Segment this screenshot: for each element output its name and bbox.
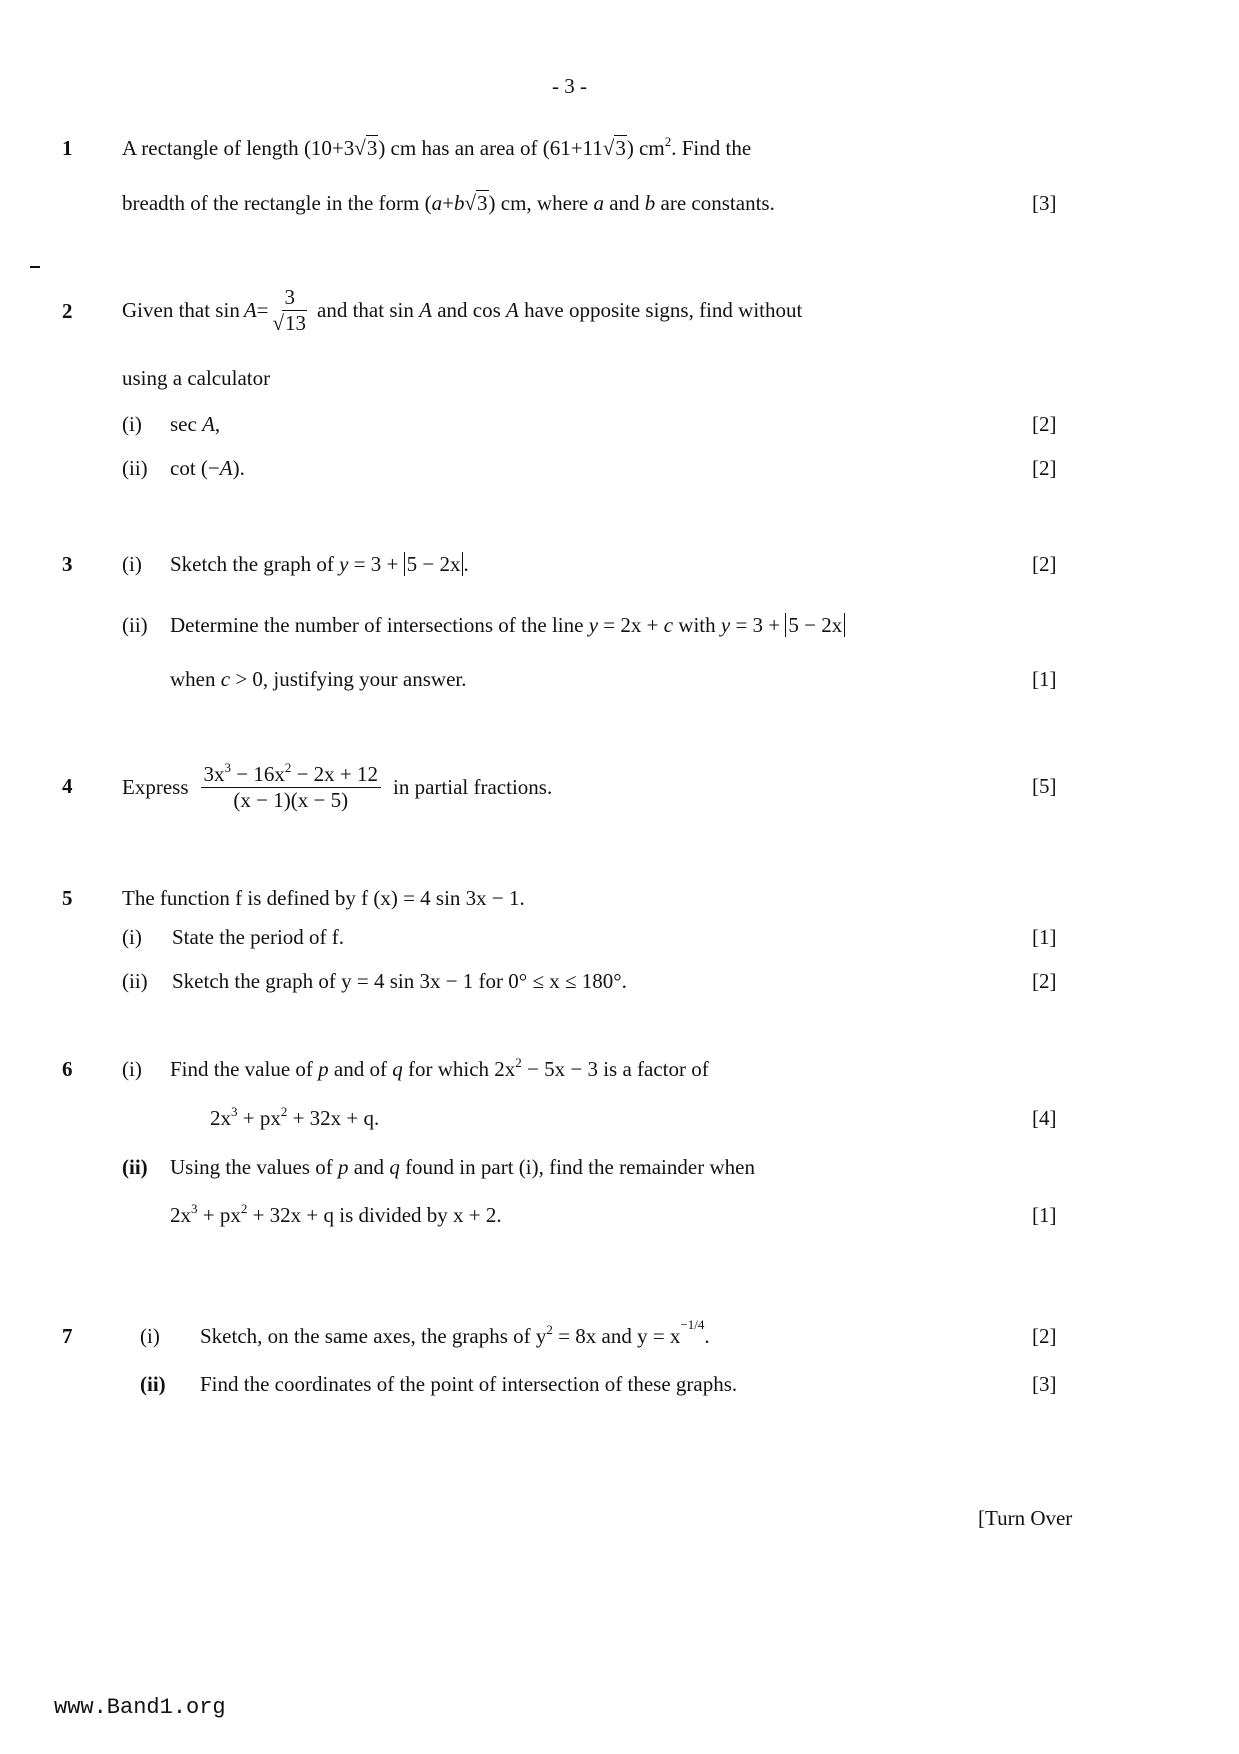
text: = 3 + [348, 552, 404, 576]
text: − 2x + 12 [291, 762, 379, 787]
part-text [170, 613, 845, 638]
text: √ [464, 191, 476, 215]
text: , [214, 412, 221, 436]
superscript: 2 [280, 1104, 288, 1119]
marks: [3] [1032, 191, 1057, 215]
denominator: (x − 1)(x − 5) [233, 787, 349, 812]
marks: [5] [1032, 774, 1057, 798]
part-label: (i) [122, 412, 142, 436]
text: and that sin [317, 297, 414, 322]
question-number: 3 [62, 552, 73, 576]
var: A [419, 297, 432, 322]
text: Sketch the graph of [170, 552, 340, 576]
part-text-line-2 [170, 1203, 502, 1228]
superscript: −1/4 [680, 1317, 705, 1332]
superscript: 3 [191, 1201, 198, 1216]
text: + 32x + q. [287, 1106, 380, 1130]
text: = 8x and y = x [552, 1324, 681, 1348]
marks: [2] [1032, 969, 1057, 993]
part-text [170, 412, 220, 437]
text: . [463, 552, 469, 576]
text: have opposite signs, find without [524, 297, 803, 322]
question-2-line-1 [122, 280, 802, 340]
part-label: (i) [122, 925, 142, 949]
part-label: (ii) [122, 969, 148, 993]
var: A [219, 456, 233, 480]
var: A [202, 412, 215, 436]
part-label: (ii) [140, 1372, 166, 1396]
superscript: 3 [224, 760, 231, 776]
superscript: 2 [664, 134, 672, 149]
part-label: (ii) [122, 456, 148, 480]
turn-over-note: [Turn Over [978, 1506, 1073, 1530]
question-1-line-1 [122, 136, 751, 161]
part-text-line-2 [170, 667, 466, 692]
var: c [663, 613, 674, 637]
page-number: - 3 - [552, 74, 587, 98]
question-number: 6 [62, 1057, 73, 1081]
question-number: 2 [62, 299, 73, 323]
text: + [442, 191, 454, 215]
marks: [2] [1032, 412, 1057, 436]
var: y [720, 613, 731, 637]
text: 3 [366, 136, 378, 160]
text: ) cm, where [488, 191, 594, 215]
part-label: (ii) [122, 1155, 148, 1179]
marks: [2] [1032, 552, 1057, 576]
text: found in part (i), find the remainder when [399, 1155, 755, 1179]
text: Sketch, on the same axes, the graphs of y [200, 1324, 547, 1348]
part-text: State the period of f. [172, 925, 345, 949]
text: Express [122, 774, 189, 799]
text: cot (− [170, 456, 220, 480]
question-number: 4 [62, 774, 73, 798]
text: 3 [615, 136, 626, 160]
text: ). [232, 456, 245, 480]
text: 3 [477, 191, 488, 215]
marks: [4] [1032, 1106, 1057, 1130]
text: = 3 + [730, 613, 786, 637]
question-number: 1 [62, 136, 73, 160]
question-1-line-2 [122, 191, 775, 216]
part-text [170, 552, 469, 577]
var: b [453, 191, 465, 215]
superscript: 2 [546, 1322, 553, 1337]
marks: [2] [1032, 456, 1057, 480]
var: A [506, 297, 519, 322]
var: q [389, 1155, 400, 1179]
text: + 32x + q is divided by x + 2. [247, 1203, 502, 1227]
text: for which 2x [402, 1057, 516, 1081]
absolute-value: 5 − 2x [785, 613, 845, 637]
var: A [243, 297, 257, 322]
text: sec [170, 412, 203, 436]
text: − 5x − 3 is a factor of [521, 1057, 709, 1081]
text: (10+3√ [303, 136, 366, 160]
text: and of [328, 1057, 393, 1081]
text: > 0, justifying your answer. [230, 667, 467, 691]
part-text [200, 1317, 710, 1349]
var: y [588, 613, 599, 637]
text: Find the value of [170, 1057, 319, 1081]
part-label: (i) [122, 552, 142, 576]
superscript: 3 [231, 1104, 238, 1119]
var: b [644, 191, 656, 215]
question-number: 7 [62, 1324, 73, 1348]
var: q [392, 1057, 403, 1081]
question-4-line [122, 756, 552, 818]
text: = 2x + [598, 613, 664, 637]
var: a [431, 191, 443, 215]
part-text: Sketch the graph of y = 4 sin 3x − 1 for 0° ≤ x ≤ 180°. [172, 969, 627, 993]
footer-url: www.Band1.org [54, 1695, 226, 1720]
marks: [1] [1032, 667, 1057, 691]
text: . [704, 1324, 710, 1348]
part-text: Find the coordinates of the point of intersection of these graphs. [200, 1372, 738, 1396]
var: a [593, 191, 604, 215]
numerator [201, 762, 382, 787]
part-text [170, 1057, 709, 1082]
part-text [170, 1155, 755, 1180]
text: = [256, 297, 269, 322]
text: + px [197, 1203, 241, 1227]
text: breadth of the rectangle in the form ( [122, 191, 432, 215]
superscript: 2 [284, 760, 292, 776]
var: p [337, 1155, 349, 1179]
var: c [220, 667, 231, 691]
fraction [273, 285, 308, 334]
part-label: (i) [140, 1324, 160, 1348]
margin-dash [30, 266, 40, 268]
text: . Find the [671, 136, 752, 160]
numerator: 3 [282, 285, 299, 310]
text: 2x [170, 1203, 191, 1227]
text: Given that sin [122, 297, 240, 322]
text: ) cm has an area of (61+11√ [378, 136, 615, 160]
text: with [673, 613, 721, 637]
marks: [2] [1032, 1324, 1057, 1348]
absolute-value: 5 − 2x [404, 552, 464, 576]
part-label: (ii) [122, 613, 148, 637]
text: and [348, 1155, 390, 1179]
marks: [3] [1032, 1372, 1057, 1396]
text: 3x [203, 762, 225, 787]
text: in partial fractions. [393, 774, 553, 799]
marks: [1] [1032, 925, 1057, 949]
question-2-line-2: using a calculator [122, 366, 271, 390]
text: and cos [437, 297, 501, 322]
var: y [339, 552, 349, 576]
text: − 16x [231, 762, 285, 787]
var: p [318, 1057, 329, 1081]
text: are constants. [655, 191, 775, 215]
text: Using the values of [170, 1155, 338, 1179]
superscript: 2 [515, 1055, 522, 1070]
text: Determine the number of intersections of the line [170, 613, 589, 637]
question-5-line-1: The function f is defined by f (x) = 4 sin 3x − 1. [122, 886, 525, 910]
part-text-line-2 [210, 1106, 379, 1131]
fraction [201, 762, 382, 811]
root: √ [272, 310, 285, 335]
text: 2x [210, 1106, 231, 1130]
text: when [170, 667, 221, 691]
text: and [603, 191, 645, 215]
question-number: 5 [62, 886, 73, 910]
part-label: (i) [122, 1057, 142, 1081]
text: + px [237, 1106, 281, 1130]
text: A rectangle of length [122, 136, 304, 160]
denominator: 13 [285, 310, 307, 335]
superscript: 2 [240, 1201, 248, 1216]
part-text [170, 456, 245, 481]
marks: [1] [1032, 1203, 1057, 1227]
text: ) cm [626, 136, 665, 160]
